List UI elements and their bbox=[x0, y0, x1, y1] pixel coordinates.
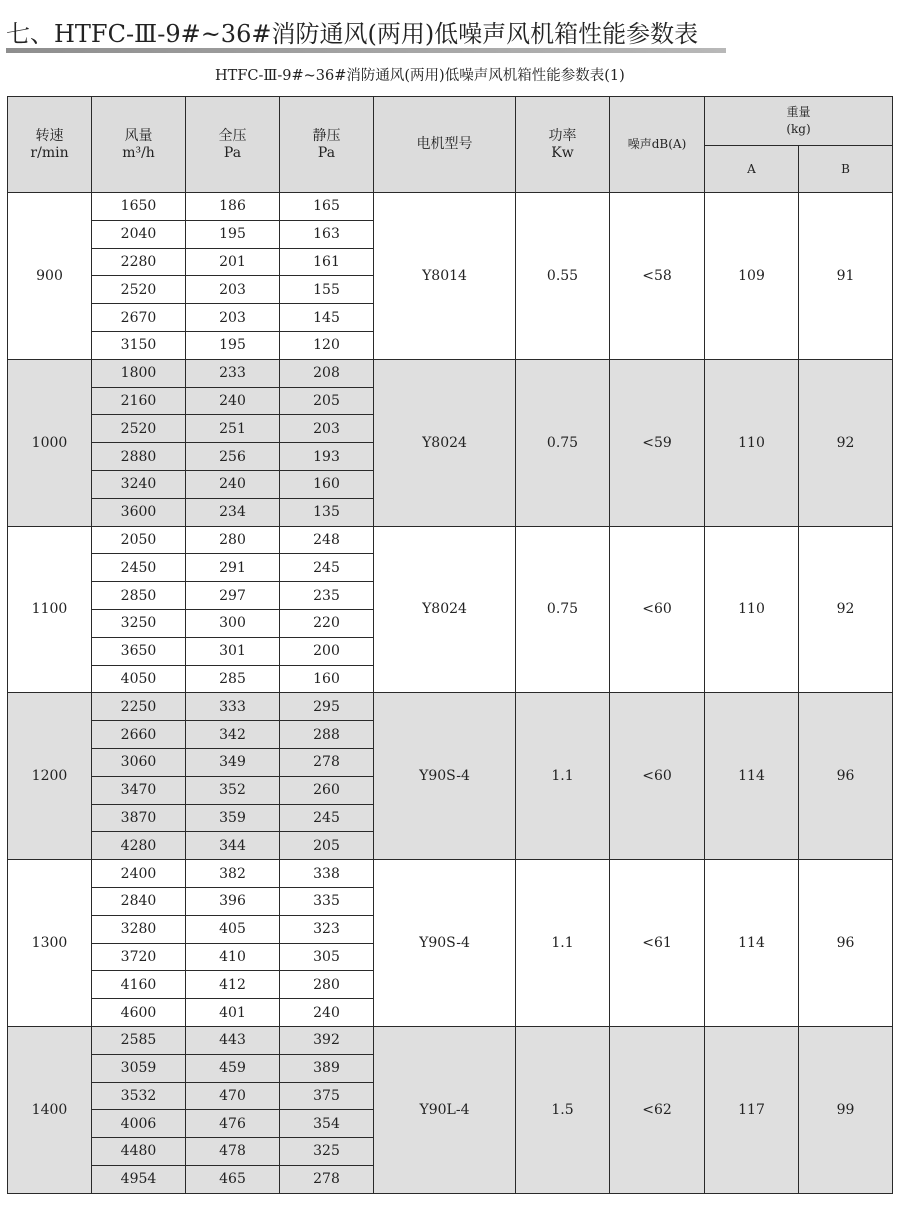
total-pressure-cell: 203 bbox=[186, 276, 280, 304]
header-total-pressure-unit: Pa bbox=[223, 144, 242, 161]
static-pressure-cell: 205 bbox=[280, 387, 374, 415]
airflow-cell: 3650 bbox=[92, 637, 186, 665]
total-pressure-cell: 342 bbox=[186, 721, 280, 749]
airflow-cell: 2585 bbox=[92, 1026, 186, 1054]
airflow-cell: 4600 bbox=[92, 999, 186, 1027]
airflow-cell: 3150 bbox=[92, 331, 186, 359]
speed-cell: 1200 bbox=[8, 693, 92, 860]
header-speed bbox=[8, 97, 92, 193]
power-cell: 0.55 bbox=[516, 193, 610, 360]
table-row bbox=[8, 526, 893, 554]
header-total-pressure bbox=[186, 97, 280, 193]
static-pressure-cell: 248 bbox=[280, 526, 374, 554]
static-pressure-cell: 295 bbox=[280, 693, 374, 721]
airflow-cell: 3470 bbox=[92, 776, 186, 804]
weight-a-cell: 110 bbox=[705, 526, 799, 693]
total-pressure-cell: 285 bbox=[186, 665, 280, 693]
total-pressure-cell: 186 bbox=[186, 193, 280, 221]
total-pressure-cell: 251 bbox=[186, 415, 280, 443]
header-static-pressure-label: 静压 bbox=[312, 127, 341, 144]
total-pressure-cell: 201 bbox=[186, 248, 280, 276]
heading-rule bbox=[6, 48, 726, 53]
airflow-cell: 3280 bbox=[92, 915, 186, 943]
weight-a-cell: 110 bbox=[705, 359, 799, 526]
airflow-cell: 4954 bbox=[92, 1165, 186, 1193]
header-weight bbox=[705, 97, 893, 146]
airflow-cell: 4006 bbox=[92, 1110, 186, 1138]
weight-b-cell: 92 bbox=[799, 359, 893, 526]
static-pressure-cell: 375 bbox=[280, 1082, 374, 1110]
airflow-cell: 3060 bbox=[92, 748, 186, 776]
airflow-cell: 3870 bbox=[92, 804, 186, 832]
header-weight-label: 重量 bbox=[786, 105, 811, 119]
header-weight-unit: (kg) bbox=[786, 122, 811, 136]
speed-cell: 1400 bbox=[8, 1026, 92, 1193]
weight-a-cell: 117 bbox=[705, 1026, 799, 1193]
total-pressure-cell: 240 bbox=[186, 387, 280, 415]
static-pressure-cell: 260 bbox=[280, 776, 374, 804]
total-pressure-cell: 300 bbox=[186, 609, 280, 637]
header-power-label: 功率 bbox=[548, 127, 577, 144]
static-pressure-cell: 288 bbox=[280, 721, 374, 749]
total-pressure-cell: 410 bbox=[186, 943, 280, 971]
total-pressure-cell: 301 bbox=[186, 637, 280, 665]
header-power bbox=[516, 97, 610, 193]
airflow-cell: 3600 bbox=[92, 498, 186, 526]
table-row bbox=[8, 1026, 893, 1054]
airflow-cell: 3240 bbox=[92, 470, 186, 498]
static-pressure-cell: 203 bbox=[280, 415, 374, 443]
static-pressure-cell: 200 bbox=[280, 637, 374, 665]
total-pressure-cell: 359 bbox=[186, 804, 280, 832]
noise-cell: <60 bbox=[610, 526, 705, 693]
header-total-pressure-label: 全压 bbox=[218, 127, 247, 144]
table-row bbox=[8, 359, 893, 387]
airflow-cell: 2250 bbox=[92, 693, 186, 721]
total-pressure-cell: 291 bbox=[186, 554, 280, 582]
header-power-unit: Kw bbox=[551, 144, 574, 161]
airflow-cell: 4280 bbox=[92, 832, 186, 860]
airflow-cell: 1650 bbox=[92, 193, 186, 221]
total-pressure-cell: 195 bbox=[186, 220, 280, 248]
static-pressure-cell: 245 bbox=[280, 554, 374, 582]
header-weight-a: A bbox=[705, 146, 799, 193]
static-pressure-cell: 135 bbox=[280, 498, 374, 526]
total-pressure-cell: 476 bbox=[186, 1110, 280, 1138]
total-pressure-cell: 240 bbox=[186, 470, 280, 498]
header-static-pressure-unit: Pa bbox=[317, 144, 336, 161]
airflow-cell: 2660 bbox=[92, 721, 186, 749]
static-pressure-cell: 205 bbox=[280, 832, 374, 860]
motor-cell: Y8014 bbox=[374, 193, 516, 360]
static-pressure-cell: 240 bbox=[280, 999, 374, 1027]
power-cell: 1.1 bbox=[516, 693, 610, 860]
header-speed-label: 转速 bbox=[35, 127, 64, 144]
table-body bbox=[8, 193, 893, 1194]
table-row bbox=[8, 693, 893, 721]
weight-b-cell: 91 bbox=[799, 193, 893, 360]
static-pressure-cell: 354 bbox=[280, 1110, 374, 1138]
total-pressure-cell: 203 bbox=[186, 304, 280, 332]
static-pressure-cell: 165 bbox=[280, 193, 374, 221]
power-cell: 1.5 bbox=[516, 1026, 610, 1193]
static-pressure-cell: 392 bbox=[280, 1026, 374, 1054]
motor-cell: Y90S-4 bbox=[374, 860, 516, 1027]
motor-cell: Y90L-4 bbox=[374, 1026, 516, 1193]
static-pressure-cell: 160 bbox=[280, 665, 374, 693]
motor-cell: Y90S-4 bbox=[374, 693, 516, 860]
power-cell: 0.75 bbox=[516, 359, 610, 526]
airflow-cell: 2670 bbox=[92, 304, 186, 332]
noise-cell: <59 bbox=[610, 359, 705, 526]
static-pressure-cell: 220 bbox=[280, 609, 374, 637]
total-pressure-cell: 297 bbox=[186, 582, 280, 610]
static-pressure-cell: 208 bbox=[280, 359, 374, 387]
airflow-cell: 2050 bbox=[92, 526, 186, 554]
motor-cell: Y8024 bbox=[374, 359, 516, 526]
airflow-cell: 4480 bbox=[92, 1138, 186, 1166]
airflow-cell: 2040 bbox=[92, 220, 186, 248]
airflow-cell: 2400 bbox=[92, 860, 186, 888]
header-speed-unit: r/min bbox=[30, 144, 69, 161]
static-pressure-cell: 325 bbox=[280, 1138, 374, 1166]
airflow-cell: 3532 bbox=[92, 1082, 186, 1110]
weight-a-cell: 109 bbox=[705, 193, 799, 360]
static-pressure-cell: 160 bbox=[280, 470, 374, 498]
airflow-cell: 1800 bbox=[92, 359, 186, 387]
static-pressure-cell: 193 bbox=[280, 443, 374, 471]
total-pressure-cell: 470 bbox=[186, 1082, 280, 1110]
airflow-cell: 3720 bbox=[92, 943, 186, 971]
total-pressure-cell: 412 bbox=[186, 971, 280, 999]
header-airflow-unit: m³/h bbox=[122, 144, 155, 161]
total-pressure-cell: 396 bbox=[186, 887, 280, 915]
weight-b-cell: 96 bbox=[799, 860, 893, 1027]
total-pressure-cell: 478 bbox=[186, 1138, 280, 1166]
static-pressure-cell: 278 bbox=[280, 748, 374, 776]
noise-cell: <60 bbox=[610, 693, 705, 860]
airflow-cell: 2880 bbox=[92, 443, 186, 471]
weight-b-cell: 92 bbox=[799, 526, 893, 693]
static-pressure-cell: 120 bbox=[280, 331, 374, 359]
total-pressure-cell: 349 bbox=[186, 748, 280, 776]
total-pressure-cell: 465 bbox=[186, 1165, 280, 1193]
header-motor: 电机型号 bbox=[374, 97, 516, 193]
weight-b-cell: 96 bbox=[799, 693, 893, 860]
header-airflow bbox=[92, 97, 186, 193]
noise-cell: <62 bbox=[610, 1026, 705, 1193]
static-pressure-cell: 245 bbox=[280, 804, 374, 832]
header-weight-b: B bbox=[799, 146, 893, 193]
power-cell: 0.75 bbox=[516, 526, 610, 693]
total-pressure-cell: 256 bbox=[186, 443, 280, 471]
weight-a-cell: 114 bbox=[705, 860, 799, 1027]
static-pressure-cell: 163 bbox=[280, 220, 374, 248]
airflow-cell: 2160 bbox=[92, 387, 186, 415]
airflow-cell: 2520 bbox=[92, 276, 186, 304]
table-caption: HTFC-Ⅲ-9#~36#消防通风(两用)低噪声风机箱性能参数表(1) bbox=[215, 68, 625, 84]
static-pressure-cell: 335 bbox=[280, 887, 374, 915]
total-pressure-cell: 344 bbox=[186, 832, 280, 860]
static-pressure-cell: 161 bbox=[280, 248, 374, 276]
power-cell: 1.1 bbox=[516, 860, 610, 1027]
static-pressure-cell: 235 bbox=[280, 582, 374, 610]
table-row bbox=[8, 860, 893, 888]
speed-cell: 1300 bbox=[8, 860, 92, 1027]
table-row bbox=[8, 193, 893, 221]
speed-cell: 1100 bbox=[8, 526, 92, 693]
noise-cell: <61 bbox=[610, 860, 705, 1027]
airflow-cell: 3250 bbox=[92, 609, 186, 637]
motor-cell: Y8024 bbox=[374, 526, 516, 693]
airflow-cell: 2280 bbox=[92, 248, 186, 276]
weight-b-cell: 99 bbox=[799, 1026, 893, 1193]
airflow-cell: 2520 bbox=[92, 415, 186, 443]
total-pressure-cell: 443 bbox=[186, 1026, 280, 1054]
static-pressure-cell: 278 bbox=[280, 1165, 374, 1193]
total-pressure-cell: 401 bbox=[186, 999, 280, 1027]
header-noise: 噪声dB(A) bbox=[610, 97, 705, 193]
airflow-cell: 3059 bbox=[92, 1054, 186, 1082]
airflow-cell: 2840 bbox=[92, 887, 186, 915]
total-pressure-cell: 352 bbox=[186, 776, 280, 804]
total-pressure-cell: 280 bbox=[186, 526, 280, 554]
airflow-cell: 4050 bbox=[92, 665, 186, 693]
speed-cell: 1000 bbox=[8, 359, 92, 526]
airflow-cell: 2450 bbox=[92, 554, 186, 582]
static-pressure-cell: 155 bbox=[280, 276, 374, 304]
header-static-pressure bbox=[280, 97, 374, 193]
performance-table bbox=[7, 96, 893, 1194]
header-airflow-label: 风量 bbox=[124, 127, 153, 144]
total-pressure-cell: 405 bbox=[186, 915, 280, 943]
total-pressure-cell: 195 bbox=[186, 331, 280, 359]
airflow-cell: 4160 bbox=[92, 971, 186, 999]
total-pressure-cell: 382 bbox=[186, 860, 280, 888]
static-pressure-cell: 280 bbox=[280, 971, 374, 999]
static-pressure-cell: 338 bbox=[280, 860, 374, 888]
static-pressure-cell: 305 bbox=[280, 943, 374, 971]
total-pressure-cell: 233 bbox=[186, 359, 280, 387]
static-pressure-cell: 389 bbox=[280, 1054, 374, 1082]
speed-cell: 900 bbox=[8, 193, 92, 360]
total-pressure-cell: 333 bbox=[186, 693, 280, 721]
static-pressure-cell: 145 bbox=[280, 304, 374, 332]
page-heading: 七、HTFC-Ⅲ-9#~36#消防通风(两用)低噪声风机箱性能参数表 bbox=[6, 20, 699, 48]
static-pressure-cell: 323 bbox=[280, 915, 374, 943]
total-pressure-cell: 234 bbox=[186, 498, 280, 526]
airflow-cell: 2850 bbox=[92, 582, 186, 610]
weight-a-cell: 114 bbox=[705, 693, 799, 860]
noise-cell: <58 bbox=[610, 193, 705, 360]
total-pressure-cell: 459 bbox=[186, 1054, 280, 1082]
